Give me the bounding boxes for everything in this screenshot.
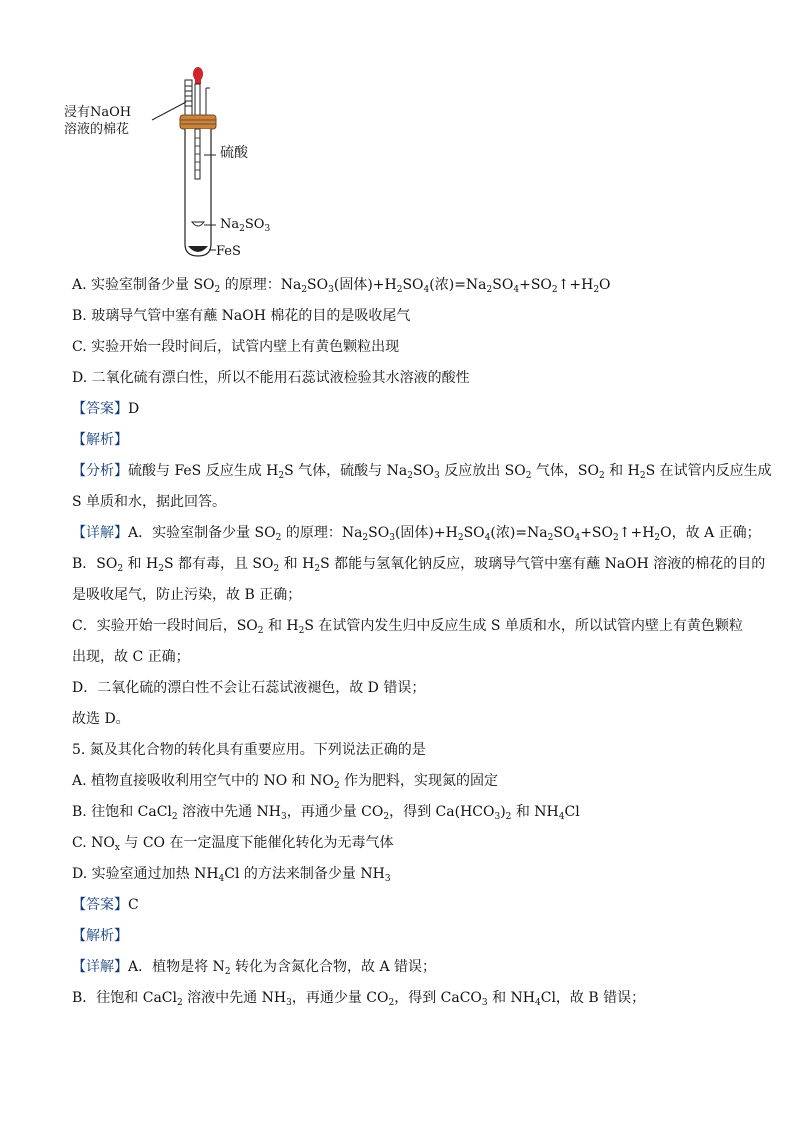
q4-option-c: C. 实验开始一段时间后，试管内壁上有黄色颗粒出现: [72, 339, 400, 355]
answer-value: D: [128, 401, 140, 417]
q4-fenxi-line1: 【分析】硫酸与 FeS 反应生成 $H_2S$ 气体，硫酸与 $Na_2SO_3$ 反应放出 $SO_2$ 气体，$SO_2$ 和 $H_2S$ 在试管内反应生成: [72, 463, 772, 481]
q5-option-d: D. 实验室通过加热 $NH_4Cl$ 的方法来制备少量 $NH_3$: [72, 866, 391, 884]
q5-answer: [72, 895, 139, 915]
apparatus-figure: [64, 60, 284, 270]
q4-option-d: D. 二氧化硫有漂白性，所以不能用石蕊试液检验其水溶液的酸性: [72, 370, 470, 386]
q5-xiangjie-b: B．往饱和 CaCl$_2$ 溶液中先通 $NH_3$，再通少量 $CO_2$，得到 CaCO$_3$ 和 $NH_4Cl$，故 B 错误；: [72, 990, 646, 1008]
dropper-bulb-neck: [195, 78, 201, 84]
q5-option-c: C. $NO_x$ 与 CO 在一定温度下能催化转化为无毒气体: [72, 835, 394, 853]
answer-label: 【答案】: [72, 897, 128, 913]
q4-xiangjie-a: 【详解】A．实验室制备少量 $SO_2$ 的原理：$Na_2SO_3$(固体)$+H_2SO_4$(浓)$=Na_2SO_4+SO_2↑+H_2O$，故 A 正确；: [72, 525, 761, 543]
q5-option-b: B. 往饱和 CaCl$_2$ 溶液中先通 $NH_3$，再通少量 $CO_2$，得到 $Ca(HCO_3)_2$ 和 $NH_4Cl$: [72, 804, 580, 822]
q5-option-a: A. 植物直接吸收利用空气中的 NO 和 $NO_2$ 作为肥料，实现氮的固定: [72, 773, 499, 791]
q4-analysis-heading: 【解析】: [72, 432, 128, 448]
q4-xiangjie-d: D．二氧化硫的漂白性不会让石蕊试液褪色，故 D 错误；: [72, 680, 426, 696]
q5-analysis-heading: 【解析】: [72, 928, 128, 944]
q4-fenxi-line2: S 单质和水，据此回答。: [72, 494, 227, 510]
label-cotton-line1: 浸有NaOH: [64, 105, 132, 120]
label-fes: FeS: [216, 244, 241, 259]
rubber-stopper: [180, 115, 216, 129]
label-na2so3: $Na_2SO_3$: [220, 217, 271, 234]
q5-stem: 5. 氮及其化合物的转化具有重要应用。下列说法正确的是: [72, 742, 426, 758]
q4-xiangjie-b-line2: 是吸收尾气，防止污染，故 B 正确；: [72, 587, 302, 603]
q4-option-b: B. 玻璃导气管中塞有蘸 NaOH 棉花的目的是吸收尾气: [72, 308, 411, 324]
answer-value: C: [128, 897, 139, 913]
q4-conclusion: 故选 D。: [72, 711, 130, 727]
q4-option-a: A. 实验室制备少量 $SO_2$ 的原理：$Na_2SO_3$(固体)$+H_2SO_4$(浓)$=Na_2SO_4+SO_2↑+H_2O$: [72, 277, 611, 295]
label-cotton-line2: 溶液的棉花: [64, 122, 130, 137]
q5-xiangjie-a: 【详解】A．植物是将 $N_2$ 转化为含氮化合物，故 A 错误；: [72, 959, 437, 977]
q4-answer: [72, 399, 139, 419]
test-tube-diagram: [64, 60, 284, 270]
q4-xiangjie-c-line2: 出现，故 C 正确；: [72, 649, 190, 665]
answer-label: 【答案】: [72, 401, 128, 417]
q4-xiangjie-b-line1: B．$SO_2$ 和 $H_2S$ 都有毒，且 $SO_2$ 和 $H_2S$ 都能与氢氧化钠反应，玻璃导气管中塞有蘸 NaOH 溶液的棉花的目的: [72, 556, 766, 574]
q4-xiangjie-c-line1: C．实验开始一段时间后，$SO_2$ 和 $H_2S$ 在试管内发生归中反应生成 S 单质和水，所以试管内壁上有黄色颗粒: [72, 618, 743, 636]
label-sulfuric-acid: 硫酸: [220, 145, 248, 161]
